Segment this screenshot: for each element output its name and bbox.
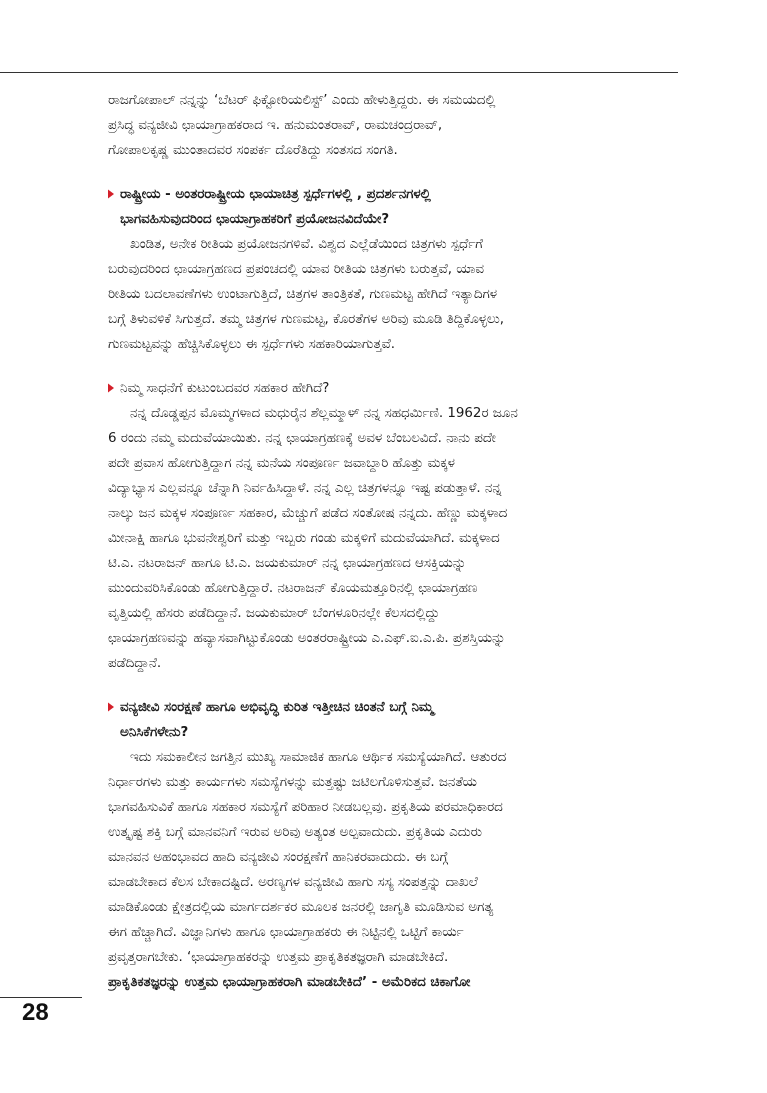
question-line (108, 182, 668, 207)
text-line: ನಾಲ್ಕು ಜನ ಮಕ್ಕಳ ಸಂಪೂರ್ಣ ಸಹಕಾರ, ಮೆಚ್ಚುಗೆ ಪಡೆದ ಸಂತೋಷ ನನ್ನದು. ಹೆಣ್ಣು ಮಕ್ಕಳಾದ (108, 506, 508, 521)
question-text: ನಿಮ್ಮ ಸಾಧನೆಗೆ ಕುಟುಂಬದವರ ಸಹಕಾರ ಹೇಗಿದೆ? (120, 381, 330, 396)
question-line (108, 695, 668, 720)
text-line: ಪದೇ ಪ್ರವಾಸ ಹೋಗುತ್ತಿದ್ದಾಗ ನನ್ನ ಮನೆಯ ಸಂಪೂರ್ಣ ಜವಾಬ್ದಾರಿ ಹೊತ್ತು ಮಕ್ಕಳ (108, 456, 455, 471)
text-line: ಉತ್ಕೃಷ್ಟ ಶಕ್ತಿ ಬಗ್ಗೆ ಮಾನವನಿಗೆ ಇರುವ ಅರಿವು ಅತ್ಯಂತ ಅಲ್ಪವಾದುದು. ಪ್ರಕೃತಿಯ ಎದುರು (108, 825, 482, 840)
red-arrow-bullet-icon (108, 188, 114, 200)
text-line: ರೀತಿಯ ಬದಲಾವಣೆಗಳು ಉಂಟಾಗುತ್ತಿದೆ, ಚಿತ್ರಗಳ ತಾಂತ್ರಿಕತೆ, ಗುಣಮಟ್ಟ ಹೇಗಿದೆ ಇತ್ಯಾದಿಗಳ (108, 287, 498, 302)
question-line (108, 376, 668, 401)
question-text: ವನ್ಯಜೀವಿ ಸಂರಕ್ಷಣೆ ಹಾಗೂ ಅಭಿವೃದ್ಧಿ ಕುರಿತ ಇತ್ತೀಚಿನ ಚಿಂತನೆ ಬಗ್ಗೆ ನಿಮ್ಮ (120, 700, 434, 715)
text-line: ಪಡೆದಿದ್ದಾನೆ. (108, 656, 162, 671)
text-line: ಮಾಡಿಕೊಂಡು ಕ್ಷೇತ್ರದಲ್ಲಿಯ ಮಾರ್ಗದರ್ಶಕರ ಮೂಲಕ ಜನರಲ್ಲಿ ಜಾಗೃತಿ ಮೂಡಿಸುವ ಅಗತ್ಯ (108, 900, 494, 915)
paragraph (108, 232, 668, 357)
top-rule (0, 72, 678, 73)
text-line: ಈಗ ಹೆಚ್ಚಾಗಿದೆ. ವಿಜ್ಞಾನಿಗಳು ಹಾಗೂ ಛಾಯಾಗ್ರಾಹಕರು ಈ ನಿಟ್ಟಿನಲ್ಲಿ ಒಟ್ಟಿಗೆ ಕಾರ್ಯ (108, 925, 464, 940)
paragraph (108, 401, 668, 676)
text-line: ಬರುವುದರಿಂದ ಛಾಯಾಗ್ರಹಣದ ಪ್ರಪಂಚದಲ್ಲಿ ಯಾವ ರೀತಿಯ ಚಿತ್ರಗಳು ಬರುತ್ತವೆ, ಯಾವ (108, 262, 484, 277)
page-number: 28 (22, 999, 49, 1026)
text-line: ಭಾಗವಹಿಸುವಿಕೆ ಹಾಗೂ ಸಹಕಾರ ಸಮಸ್ಯೆಗೆ ಪರಿಹಾರ ನೀಡಬಲ್ಲವು. ಪ್ರಕೃತಿಯ ಪರಮಾಧಿಕಾರದ (108, 800, 503, 815)
red-arrow-bullet-icon (108, 701, 114, 713)
question-line: ಅನಿಸಿಕೆಗಳೇನು? (120, 725, 189, 740)
text-line: ಗೋಪಾಲಕೃಷ್ಣ ಮುಂತಾದವರ ಸಂಪರ್ಕ ದೊರೆತಿದ್ದು ಸಂತಸದ ಸಂಗತಿ. (108, 143, 398, 158)
text-line: ಇದು ಸಮಕಾಲೀನ ಜಗತ್ತಿನ ಮುಖ್ಯ ಸಾಮಾಜಿಕ ಹಾಗೂ ಆರ್ಥಿಕ ಸಮಸ್ಯೆಯಾಗಿದೆ. ಆತುರದ (130, 750, 507, 765)
text-line: ವಿದ್ಯಾಭ್ಯಾಸ ಎಲ್ಲವನ್ನೂ ಚೆನ್ನಾಗಿ ನಿರ್ವಹಿಸಿದ್ದಾಳೆ. ನನ್ನ ಎಲ್ಲ ಚಿತ್ರಗಳನ್ನೂ ಇಷ್ಟ ಪಡುತ್ತಾಳೆ. ನನ್ನ (108, 481, 502, 496)
paragraph (108, 745, 668, 995)
text-line: 6 ರಂದು ನಮ್ಮ ಮದುವೆಯಾಯಿತು. ನನ್ನ ಛಾಯಾಗ್ರಹಣಕ್ಕೆ ಅವಳ ಬೆಂಬಲವಿದೆ. ನಾನು ಪದೇ (108, 431, 496, 446)
question-text: ರಾಷ್ಟ್ರೀಯ - ಅಂತರರಾಷ್ಟ್ರೀಯ ಛಾಯಾಚಿತ್ರ ಸ್ಪರ್ಧೆಗಳಲ್ಲಿ , ಪ್ರದರ್ಶನಗಳಲ್ಲಿ (120, 187, 431, 202)
text-line: ವೃತ್ತಿಯಲ್ಲಿ ಹೆಸರು ಪಡೆದಿದ್ದಾನೆ. ಜಯಕುಮಾರ್ ಬೆಂಗಳೂರಿನಲ್ಲೇ ಕೆಲಸದಲ್ಲಿದ್ದು (108, 606, 440, 621)
red-arrow-bullet-icon (108, 382, 114, 394)
text-line: ಛಾಯಾಗ್ರಹಣವನ್ನು ಹವ್ಯಾಸವಾಗಿಟ್ಟುಕೊಂಡು ಅಂತರರಾಷ್ಟ್ರೀಯ ಎ.ಎಫ್.ಐ.ಎ.ಪಿ. ಪ್ರಶಸ್ತಿಯನ್ನು (108, 631, 506, 646)
paragraph (108, 88, 668, 163)
interview-question (108, 376, 668, 401)
text-line: ಖಂಡಿತ, ಅನೇಕ ರೀತಿಯ ಪ್ರಯೋಜನಗಳಿವೆ. ವಿಶ್ವದ ಎಲ್ಲೆಡೆಯಿಂದ ಚಿತ್ರಗಳು ಸ್ಪರ್ಧೆಗೆ (130, 237, 483, 252)
text-line: ಮಾನವನ ಅಹಂಭಾವದ ಹಾದಿ ವನ್ಯಜೀವಿ ಸಂರಕ್ಷಣೆಗೆ ಹಾನಿಕರವಾದುದು. ಈ ಬಗ್ಗೆ (108, 850, 449, 865)
text-line: ನಿರ್ಧಾರಗಳು ಮತ್ತು ಕಾರ್ಯಗಳು ಸಮಸ್ಯೆಗಳನ್ನು ಮತ್ತಷ್ಟು ಜಟಿಲಗೊಳಿಸುತ್ತವೆ. ಜನತೆಯ (108, 775, 477, 790)
text-line: ಮುಂದುವರಿಸಿಕೊಂಡು ಹೋಗುತ್ತಿದ್ದಾರೆ. ನಟರಾಜನ್ ಕೊಯಮತ್ತೂರಿನಲ್ಲಿ ಛಾಯಾಗ್ರಹಣ (108, 581, 478, 596)
text-line: ಪ್ರವೃತ್ತರಾಗಬೇಕು. ‘ಛಾಯಾಗ್ರಾಹಕರನ್ನು ಉತ್ತಮ ಪ್ರಾಕೃತಿಕತಜ್ಞರಾಗಿ ಮಾಡಬೇಕಿದೆ. (108, 950, 449, 965)
text-line: ಬಗ್ಗೆ ತಿಳುವಳಿಕೆ ಸಿಗುತ್ತದೆ. ತಮ್ಮ ಚಿತ್ರಗಳ ಗುಣಮಟ್ಟ, ಕೊರತೆಗಳ ಅರಿವು ಮೂಡಿ ತಿದ್ದಿಕೊಳ್ಳಲು, (108, 312, 505, 327)
text-line: ನನ್ನ ದೊಡ್ಡಪ್ಪನ ಮೊಮ್ಮಗಳಾದ ಮಧುರೈನ ಶೆಲ್ಲಮ್ಮಾಳ್ ನನ್ನ ಸಹಧರ್ಮಿಣಿ. 1962ರ ಜೂನ (130, 406, 518, 421)
text-line: ಗುಣಮಟ್ಟವನ್ನು ಹೆಚ್ಚಿಸಿಕೊಳ್ಳಲು ಈ ಸ್ಪರ್ಧೆಗಳು ಸಹಕಾರಿಯಾಗುತ್ತವೆ. (108, 337, 396, 352)
question-line: ಭಾಗವಹಿಸುವುದರಿಂದ ಛಾಯಾಗ್ರಾಹಕರಿಗೆ ಪ್ರಯೋಜನವಿದೆಯೇ? (120, 212, 390, 227)
text-line: ಟಿ.ಎ. ನಟರಾಜನ್ ಹಾಗೂ ಟಿ.ಎ. ಜಯಕುಮಾರ್ ನನ್ನ ಛಾಯಾಗ್ರಹಣದ ಆಸಕ್ತಿಯನ್ನು (108, 556, 467, 571)
text-line: ಪ್ರಾಕೃತಿಕತಜ್ಞರನ್ನು ಉತ್ತಮ ಛಾಯಾಗ್ರಾಹಕರಾಗಿ ಮಾಡಬೇಕಿದೆ’ - ಅಮೆರಿಕದ ಚಿಕಾಗೋ (108, 975, 471, 990)
article-body (108, 88, 668, 995)
text-line: ಪ್ರಸಿದ್ಧ ವನ್ಯಜೀವಿ ಛಾಯಾಗ್ರಾಹಕರಾದ ಇ. ಹನುಮಂತರಾವ್, ರಾಮಚಂದ್ರರಾವ್, (108, 118, 443, 133)
interview-question (108, 182, 668, 232)
text-line: ಮಾಡಬೇಕಾದ ಕೆಲಸ ಬೇಕಾದಷ್ಟಿದೆ. ಅರಣ್ಯಗಳ ವನ್ಯಜೀವಿ ಹಾಗು ಸಸ್ಯ ಸಂಪತ್ತನ್ನು ದಾಖಲೆ (108, 875, 478, 890)
text-line: ರಾಜಗೋಪಾಲ್ ನನ್ನನ್ನು ‘ಬೆಟರ್ ಫಿಕ್ಟೋರಿಯಲಿಸ್ಟ್’ ಎಂದು ಹೇಳುತ್ತಿದ್ದರು. ಈ ಸಮಯದಲ್ಲಿ (108, 93, 496, 108)
interview-question (108, 695, 668, 745)
text-line: ಮೀನಾಕ್ಷಿ ಹಾಗೂ ಭುವನೇಶ್ವರಿಗೆ ಮತ್ತು ಇಬ್ಬರು ಗಂಡು ಮಕ್ಕಳಿಗೆ ಮದುವೆಯಾಗಿದೆ. ಮಕ್ಕಳಾದ (108, 531, 500, 546)
